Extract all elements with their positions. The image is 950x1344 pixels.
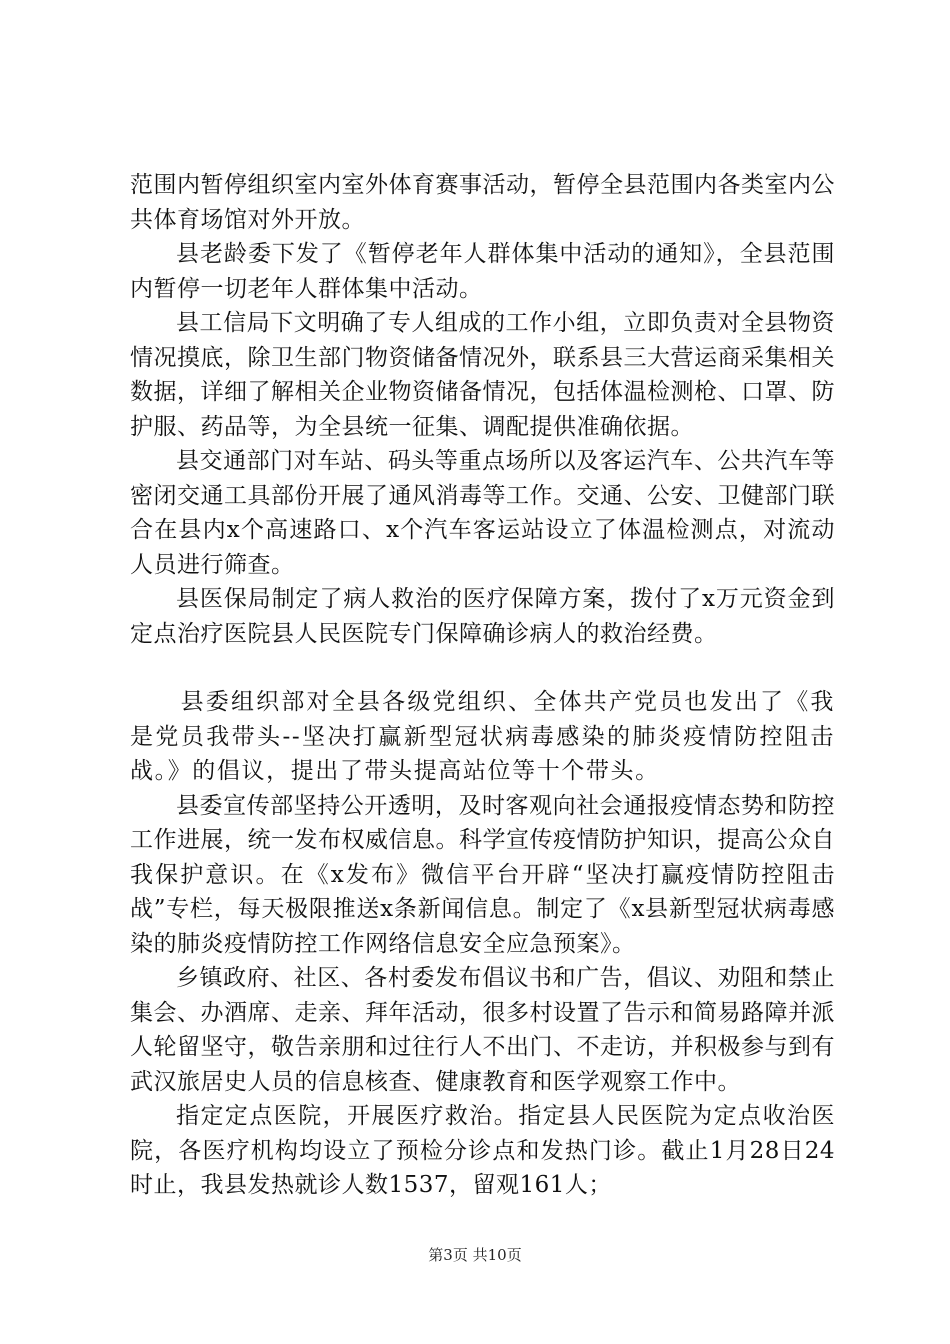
paragraph-publicity-department: 县委宣传部坚持公开透明，及时客观向社会通报疫情态势和防控工作进展，统一发布权威信息。科学宣传疫情防护知识，提高公众自我保护意识。在《x发布》微信平台开辟“坚决打赢疫情防控阻击战”专栏，每天极限推送x条新闻信息。制定了《x县新型冠状病毒感染的肺炎疫情防控工作网络信息安全应急预案》。 xyxy=(130,792,835,957)
paragraph-designated-hospital: 指定定点医院，开展医疗救治。指定县人民医院为定点收治医院，各医疗机构均设立了预检分诊点和发热门诊。截止1月28日24时止，我县发热就诊人数1537，留观161人； xyxy=(130,1103,835,1198)
paragraph-medical-insurance: 县医保局制定了病人救治的医疗保障方案，拨付了x万元资金到定点治疗医院县人民医院专门保障确诊病人的救治经费。 xyxy=(130,586,835,647)
page-footer xyxy=(0,1244,950,1265)
paragraph-industry-bureau: 县工信局下文明确了专人组成的工作小组，立即负责对全县物资情况摸底，除卫生部门物资储备情况外，联系县三大营运商采集相关数据，详细了解相关企业物资储备情况，包括体温检测枪、口罩、防护服、药品等，为全县统一征集、调配提供准确依据。 xyxy=(130,310,835,440)
paragraph-organization-department: 县委组织部对全县各级党组织、全体共产党员也发出了《我是党员我带头--坚决打赢新型冠状病毒感染的肺炎疫情防控阻击战。》的倡议，提出了带头提高站位等十个带头。 xyxy=(130,689,835,784)
paragraph-continuation: 范围内暂停组织室内室外体育赛事活动，暂停全县范围内各类室内公共体育场馆对外开放。 xyxy=(130,172,835,233)
paragraph-township-government: 乡镇政府、社区、各村委发布倡议书和广告，倡议、劝阻和禁止集会、办酒席、走亲、拜年活动，很多村设置了告示和简易路障并派人轮留坚守，敬告亲朋和过往行人不出门、不走访，并积极参与到有武汉旅居史人员的信息核查、健康教育和医学观察工作中。 xyxy=(130,965,835,1095)
paragraph-elderly-committee: 县老龄委下发了《暂停老年人群体集中活动的通知》，全县范围内暂停一切老年人群体集中活动。 xyxy=(130,241,835,302)
paragraph-transport-department: 县交通部门对车站、码头等重点场所以及客运汽车、公共汽车等密闭交通工具部份开展了通风消毒等工作。交通、公安、卫健部门联合在县内x个高速路口、x个汽车客运站设立了体温检测点，对流动人员进行筛查。 xyxy=(130,448,835,578)
page-number: 第3页 共10页 xyxy=(428,1246,522,1264)
document-body xyxy=(130,168,835,1203)
